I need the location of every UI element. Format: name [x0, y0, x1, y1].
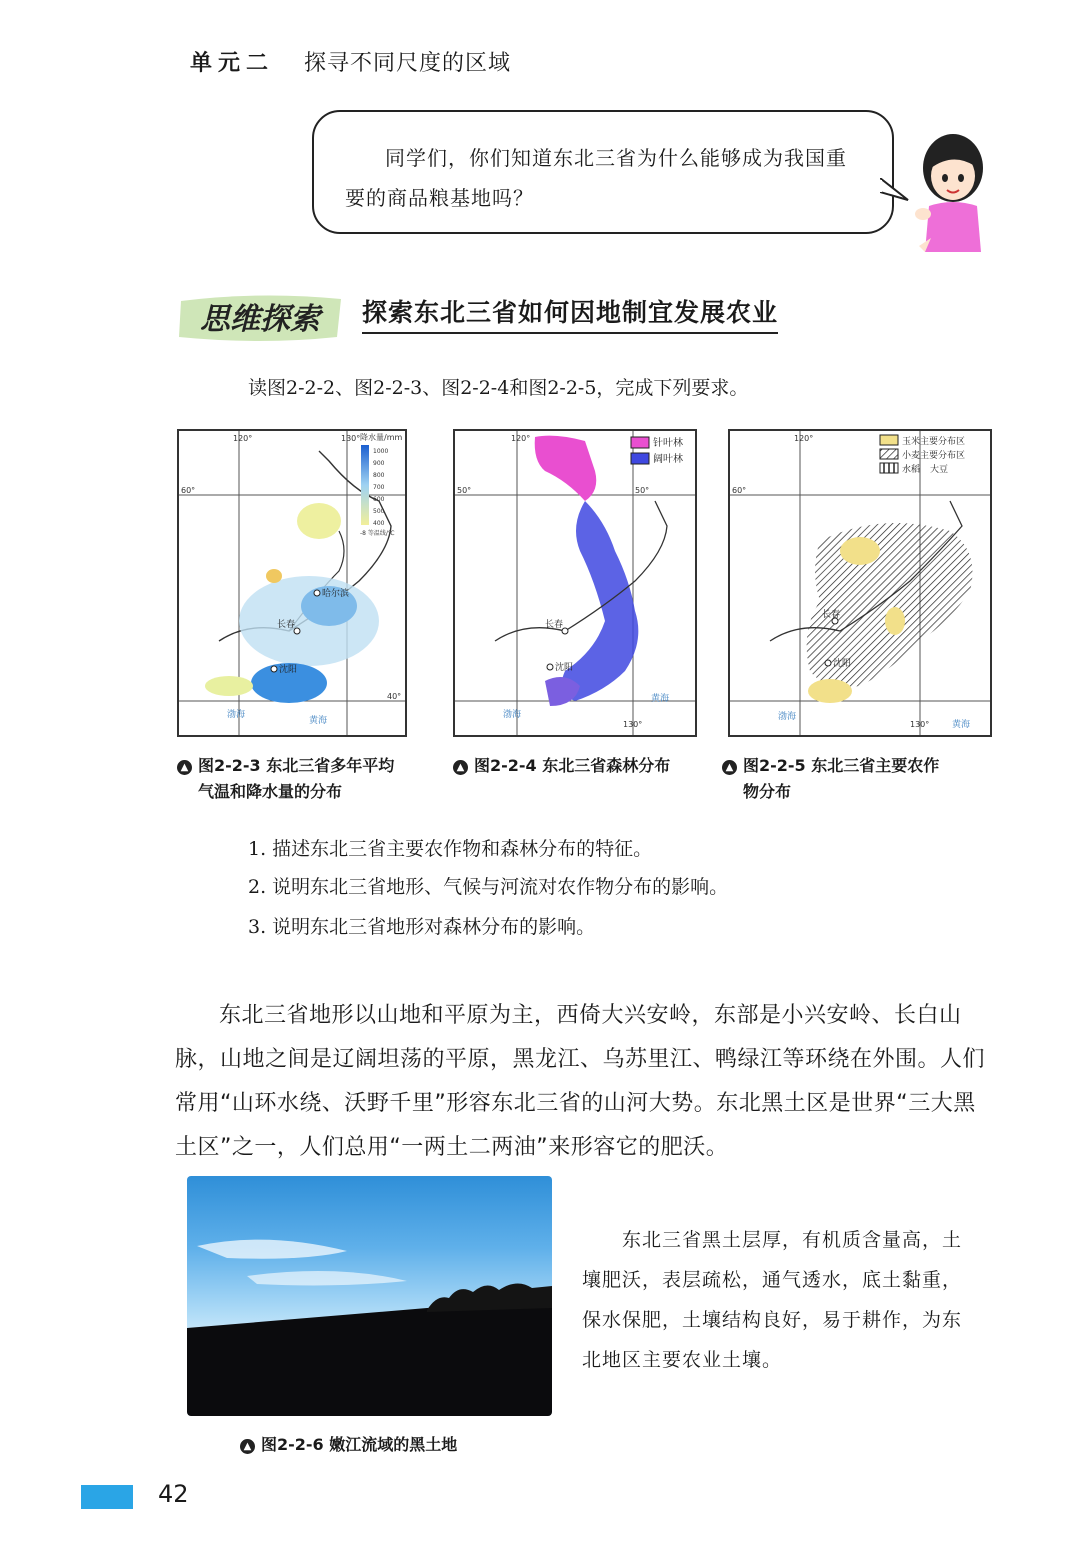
section-badge	[175, 293, 345, 343]
svg-text:沈阳: 沈阳	[279, 665, 298, 675]
svg-text:900: 900	[373, 460, 385, 467]
figure-icon: ▲	[453, 760, 468, 775]
section-title: 探索东北三省如何因地制宜发展农业	[362, 293, 778, 334]
svg-text:阔叶林: 阔叶林	[653, 454, 683, 465]
svg-text:黄海: 黄海	[952, 720, 971, 730]
svg-text:600: 600	[373, 496, 385, 503]
svg-text:针叶林: 针叶林	[653, 438, 683, 449]
unit-number: 单元二	[190, 51, 275, 76]
svg-text:120°: 120°	[233, 434, 253, 443]
black-soil-photo	[187, 1176, 552, 1416]
svg-text:700: 700	[373, 484, 385, 491]
unit-header	[190, 46, 511, 77]
svg-text:长春: 长春	[545, 620, 564, 630]
svg-text:沈阳: 沈阳	[833, 659, 852, 669]
svg-text:-8 等温线/℃: -8 等温线/℃	[360, 530, 395, 537]
svg-text:哈尔滨: 哈尔滨	[322, 589, 350, 599]
svg-text:大豆: 大豆	[930, 465, 949, 475]
svg-text:1000: 1000	[373, 448, 389, 455]
map-precipitation	[177, 429, 407, 737]
svg-text:130°: 130°	[341, 434, 361, 443]
svg-text:130°: 130°	[910, 720, 930, 729]
girl-illustration	[915, 128, 985, 258]
svg-text:120°: 120°	[794, 434, 814, 443]
svg-text:50°: 50°	[457, 486, 472, 495]
figure-caption: ▲ 图2-2-3 东北三省多年平均 气温和降水量的分布	[177, 753, 437, 805]
unit-title: 探寻不同尺度的区域	[304, 51, 512, 76]
svg-text:40°: 40°	[387, 692, 402, 701]
svg-text:60°: 60°	[732, 486, 747, 495]
svg-text:50°: 50°	[635, 486, 650, 495]
figure-icon: ▲	[722, 760, 737, 775]
map-forest	[453, 429, 697, 737]
svg-text:渤海: 渤海	[503, 710, 522, 720]
svg-text:400: 400	[373, 520, 385, 527]
bubble-tail	[880, 178, 910, 208]
map-crops	[728, 429, 992, 737]
svg-text:黄海: 黄海	[309, 716, 328, 726]
svg-text:800: 800	[373, 472, 385, 479]
figure-icon: ▲	[240, 1439, 255, 1454]
page-tab-marker	[81, 1485, 133, 1509]
svg-text:60°: 60°	[181, 486, 196, 495]
instruction-text: 读图2-2-2、图2-2-3、图2-2-4和图2-2-5，完成下列要求。	[248, 377, 749, 399]
figure-icon: ▲	[177, 760, 192, 775]
task-item: 1. 描述东北三省主要农作物和森林分布的特征。	[248, 838, 653, 860]
task-item: 3. 说明东北三省地形对森林分布的影响。	[248, 916, 596, 938]
svg-text:渤海: 渤海	[227, 710, 246, 720]
body-paragraph: 东北三省地形以山地和平原为主，西倚大兴安岭，东部是小兴安岭、长白山脉，山地之间是辽阔坦荡的平原，黑龙江、乌苏里江、鸭绿江等环绕在外围。人们常用“山环水绕、沃野千里”形容东北三省的山河大势。东北黑土区是世界“三大黑土区”之一，人们总用“一两土二两油”来形容它的肥沃。	[175, 1003, 986, 1160]
svg-text:水稻: 水稻	[902, 465, 921, 475]
black-soil-description: 东北三省黑土层厚，有机质含量高，土壤肥沃，表层疏松，通气透水，底土黏重，保水保肥，土壤结构良好，易于耕作，为东北地区主要农业土壤。	[582, 1229, 963, 1371]
photo-caption: ▲ 图2-2-6 嫩江流域的黑土地	[240, 1432, 457, 1458]
section-badge-label: 思维探索	[200, 302, 320, 337]
svg-text:长春: 长春	[277, 620, 296, 630]
svg-text:130°: 130°	[623, 720, 643, 729]
page-number: 42	[158, 1480, 189, 1508]
svg-text:沈阳: 沈阳	[555, 663, 574, 673]
svg-text:渤海: 渤海	[778, 712, 797, 722]
svg-text:120°: 120°	[511, 434, 531, 443]
task-item: 2. 说明东北三省地形、气候与河流对农作物分布的影响。	[248, 876, 729, 898]
svg-text:玉米主要分布区: 玉米主要分布区	[902, 437, 966, 447]
bubble-text: 同学们，你们知道东北三省为什么能够成为我国重要的商品粮基地吗？	[345, 146, 847, 210]
figure-caption: ▲ 图2-2-4 东北三省森林分布	[453, 753, 713, 779]
svg-text:小麦主要分布区: 小麦主要分布区	[902, 451, 966, 461]
svg-text:长春: 长春	[822, 610, 841, 620]
svg-text:500: 500	[373, 508, 385, 515]
svg-text:降水量/mm: 降水量/mm	[360, 433, 403, 442]
figure-caption: ▲ 图2-2-5 东北三省主要农作 物分布	[722, 753, 1002, 805]
svg-text:黄海: 黄海	[651, 694, 670, 704]
